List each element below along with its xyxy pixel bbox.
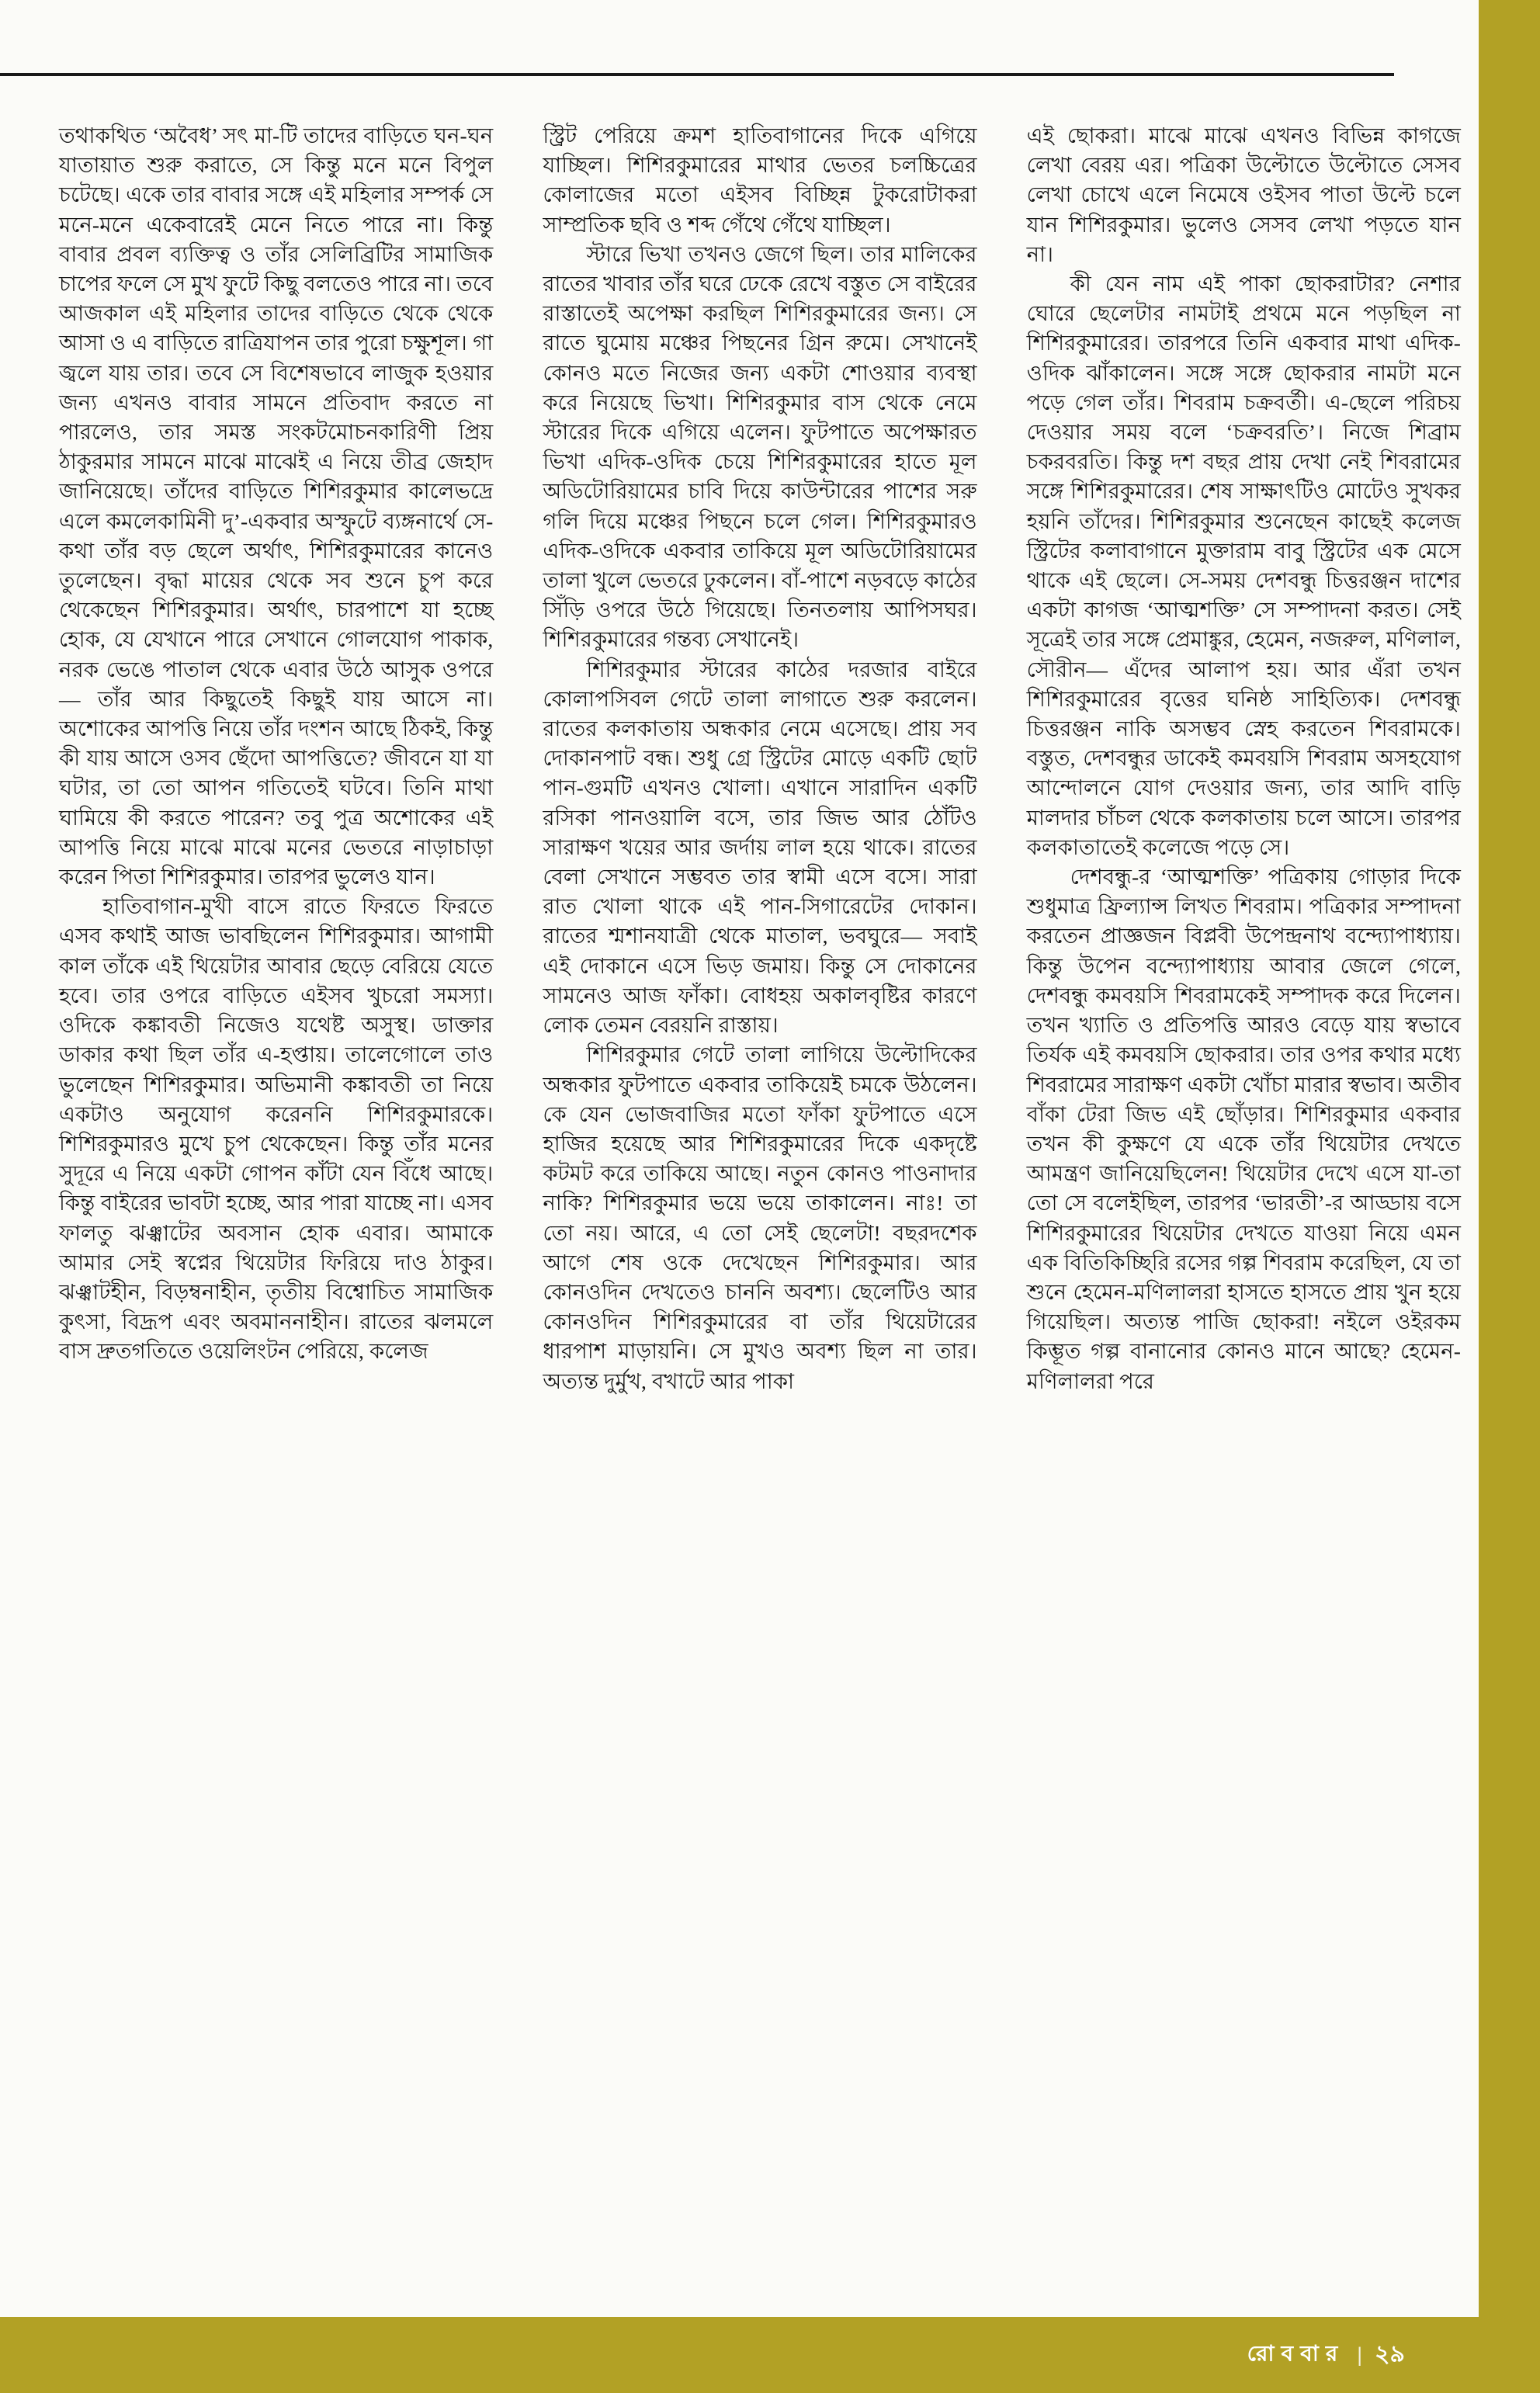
right-edge-band (1479, 0, 1540, 2393)
body-paragraph: হাতিবাগান-মুখী বাসে রাতে ফিরতে ফিরতে এসব কথাই আজ ভাবছিলেন শিশিরকুমার। আগামী কাল তাঁকে এই থিয়েটার আবার ছেড়ে বেরিয়ে যেতে হবে। তার ওপরে বাড়িতে এইসব খুচরো সমস্যা। ওদিকে কঙ্কাবতী নিজেও যথেষ্ট অসুস্থ। ডাক্তার ডাকার কথা ছিল তাঁর এ-হপ্তায়। তালেগোলে তাও ভুলেছেন শিশিরকুমার। অভিমানী কঙ্কাবতী তা নিয়ে একটাও অনুযোগ করেননি শিশিরকুমারকে। শিশিরকুমারও মুখে চুপ থেকেছেন। কিন্তু তাঁর মনের সুদূরে এ নিয়ে একটা গোপন কাঁটা যেন বিঁধে আছে। কিন্তু বাইরের ভাবটা হচ্ছে, আর পারা যাচ্ছে না। এসব ফালতু ঝঞ্ঝাটের অবসান হোক এবার। আমাকে আমার সেই স্বপ্নের থিয়েটার ফিরিয়ে দাও ঠাকুর। ঝঞ্ঝাটহীন, বিড়ম্বনাহীন, তৃতীয় বিশ্বোচিত সামাজিক কুৎসা, বিদ্রূপ এবং অবমাননাহীন। রাতের ঝলমলে বাস দ্রুতগতিতে ওয়েলিংটন পেরিয়ে, কলেজ (59, 894, 494, 1364)
page-footer (1247, 2336, 1405, 2375)
bottom-edge-band (0, 2317, 1540, 2393)
text-column-2 (543, 121, 976, 1396)
top-rule-divider (0, 73, 1394, 76)
body-paragraph: তথাকথিত ‘অবৈধ’ সৎ মা-টি তাদের বাড়িতে ঘন-ঘন যাতায়াত শুরু করাতে, সে কিন্তু মনে মনে বিপুল চটেছে। একে তার বাবার সঙ্গে এই মহিলার সম্পর্ক সে মনে-মনে একেবারেই মেনে নিতে পারে না। কিন্তু বাবার প্রবল ব্যক্তিত্ব ও তাঁর সেলিব্রিটির সামাজিক চাপের ফলে সে মুখ ফুটে কিছু বলতেও পারে না। তবে আজকাল এই মহিলার তাদের বাড়িতে থেকে থেকে আসা ও এ বাড়িতে রাত্রিযাপন তার পুরো চক্ষুশূল। গা জ্বলে যায় তার। তবে সে বিশেষভাবে লাজুক হওয়ার জন্য এখনও বাবার সামনে প্রতিবাদ করতে না পারলেও, তার সমস্ত সংকটমোচনকারিণী প্রিয় ঠাকুরমার সামনে মাঝে মাঝেই এ নিয়ে তীব্র জেহাদ জানিয়েছে। তাঁদের বাড়িতে শিশিরকুমার কালেভদ্রে এলে কমলেকামিনী দু’-একবার অস্ফুটে ব্যঙ্গনার্থে সে-কথা তাঁর বড় ছেলে অর্থাৎ, শিশিরকুমারের কানেও তুলেছেন। বৃদ্ধা মায়ের থেকে সব শুনে চুপ করে থেকেছেন শিশিরকুমার। অর্থাৎ, চারপাশে যা হচ্ছে হোক, যে যেখানে পারে সেখানে গোলযোগ পাকাক, নরক ভেঙে পাতাল থেকে এবার উঠে আসুক ওপরে— তাঁর আর কিছুতেই কিছুই যায় আসে না। অশোকের আপত্তি নিয়ে তাঁর দংশন আছে ঠিকই, কিন্তু কী যায় আসে ওসব ছেঁদো আপত্তিতে? জীবনে যা যা ঘটার, তা তো আপন গতিতেই ঘটবে। তিনি মাথা ঘামিয়ে কী করতে পারেন? তবু পুত্র অশোকের এই আপত্তি নিয়ে মাঝে মাঝে মনের ভেতরে নাড়াচাড়া করেন পিতা শিশিরকুমার। তারপর ভুলেও যান। (59, 123, 494, 890)
body-paragraph: শিশিরকুমার স্টারের কাঠের দরজার বাইরে কোলাপসিবল গেটে তালা লাগাতে শুরু করলেন। রাতের কলকাতায় অন্ধকার নেমে এসেছে। প্রায় সব দোকানপাট বন্ধ। শুধু গ্রে স্ট্রিটের মোড়ে একটি ছোট পান-গুমটি এখনও খোলা। এখানে সারাদিন একটি রসিকা পানওয়ালি বসে, তার জিভ আর ঠোঁটও সারাক্ষণ খয়ের আর জর্দায় লাল হয়ে থাকে। রাতের বেলা সেখানে সম্ভবত তার স্বামী এসে বসে। সারা রাত খোলা থাকে এই পান-সিগারেটের দোকান। রাতের শ্মশানযাত্রী থেকে মাতাল, ভবঘুরে— সবাই এই দোকানে এসে ভিড় জমায়। কিন্তু সে দোকানের সামনেও আজ ফাঁকা। বোধহয় অকালবৃষ্টির কারণে লোক তেমন বেরয়নি রাস্তায়। (543, 657, 977, 1038)
text-column-1 (59, 121, 493, 1396)
body-paragraph: দেশবন্ধু-র ‘আত্মশক্তি’ পত্রিকায় গোড়ার দিকে শুধুমাত্র ফ্রিল্যান্স লিখত শিবরাম। পত্রিকার সম্পাদনা করতেন প্রাজ্ঞজন বিপ্লবী উপেন্দ্রনাথ বন্দ্যোপাধ্যায়। কিন্তু উপেন বন্দ্যোপাধ্যায় আবার জেলে গেলে, দেশবন্ধু কমবয়সি শিবরামকেই সম্পাদক করে দিলেন। তখন খ্যাতি ও প্রতিপত্তি আরও বেড়ে যায় স্বভাবে তির্যক এই কমবয়সি ছোকরার। তার ওপর কথার মধ্যে শিবরামের সারাক্ষণ একটা খোঁচা মারার স্বভাব। অতীব বাঁকা টেরা জিভ এই ছোঁড়ার। শিশিরকুমার একবার তখন কী কুক্ষণে যে একে তাঁর থিয়েটার দেখতে আমন্ত্রণ জানিয়েছিলেন! থিয়েটার দেখে এসে যা-তা তো সে বলেইছিল, তারপর ‘ভারতী’-র আড্ডায় বসে শিশিরকুমারের থিয়েটার দেখতে যাওয়া নিয়ে এমন এক বিতিকিচ্ছিরি রসের গল্প শিবরাম করেছিল, যে তা শুনে হেমেন-মণিলালরা হাসতে হাসতে প্রায় খুন হয়ে গিয়েছিল। অত্যন্ত পাজি ছোকরা! নইলে ওইরকম কিম্ভূত গল্প বানানোর কোনও মানে আছে? হেমেন-মণিলালরা পরে (1026, 865, 1461, 1393)
footer-separator: | (1357, 2343, 1363, 2367)
article-body (59, 121, 1461, 1396)
body-paragraph: স্টারে ভিখা তখনও জেগে ছিল। তার মালিকের রাতের খাবার তাঁর ঘরে ঢেকে রেখে বস্তুত সে বাইরের রাস্তাতেই অপেক্ষা করছিল শিশিরকুমারের জন্য। সে রাতে ঘুমোয় মঞ্চের পিছনের গ্রিন রুমে। সেখানেই কোনও মতে নিজের জন্য একটা শোওয়ার ব্যবস্থা করে নিয়েছে ভিখা। শিশিরকুমার বাস থেকে নেমে স্টারের দিকে এগিয়ে এলেন। ফুটপাতে অপেক্ষারত ভিখা এদিক-ওদিক চেয়ে শিশিরকুমারের হাতে মূল অডিটোরিয়ামের চাবি দিয়ে কাউন্টারের পাশের সরু গলি দিয়ে মঞ্চের পিছনে চলে গেল। শিশিরকুমারও এদিক-ওদিকে একবার তাকিয়ে মূল অডিটোরিয়ামের তালা খুলে ভেতরে ঢুকলেন। বাঁ-পাশে নড়বড়ে কাঠের সিঁড়ি ওপরে উঠে গিয়েছে। তিনতলায় আপিসঘর। শিশিরকুমারের গন্তব্য সেখানেই। (543, 241, 977, 652)
body-paragraph: স্ট্রিট পেরিয়ে ক্রমশ হাতিবাগানের দিকে এগিয়ে যাচ্ছিল। শিশিরকুমারের মাথার ভেতর চলচ্চিত্রের কোলাজের মতো এইসব বিচ্ছিন্ন টুকরোটাকরা সাম্প্রতিক ছবি ও শব্দ গেঁথে গেঁথে যাচ্ছিল। (543, 123, 977, 237)
text-column-3 (1027, 121, 1461, 1396)
body-paragraph: শিশিরকুমার গেটে তালা লাগিয়ে উল্টোদিকের অন্ধকার ফুটপাতে একবার তাকিয়েই চমকে উঠলেন। কে যেন ভোজবাজির মতো ফাঁকা ফুটপাতে এসে হাজির হয়েছে আর শিশিরকুমারের দিকে একদৃষ্টে কটমট করে তাকিয়ে আছে। নতুন কোনও পাওনাদার নাকি? শিশিরকুমার ভয়ে ভয়ে তাকালেন। নাঃ! তা তো নয়। আরে, এ তো সেই ছেলেটা! বছরদশেক আগে শেষ ওকে দেখেছেন শিশিরকুমার। আর কোনওদিন দেখতেও চাননি অবশ্য। ছেলেটিও আর কোনওদিন শিশিরকুমারের বা তাঁর থিয়েটারের ধারপাশ মাড়ায়নি। সে মুখও অবশ্য ছিল না তার। অত্যন্ত দুর্মুখ, বখাটে আর পাকা (543, 1042, 977, 1393)
page-number: ২৯ (1375, 2341, 1405, 2367)
magazine-name: রোববার (1247, 2341, 1345, 2366)
body-paragraph: কী যেন নাম এই পাকা ছোকরাটার? নেশার ঘোরে ছেলেটার নামটাই প্রথমে মনে পড়ছিল না শিশিরকুমারের। তারপরে তিনি একবার মাথা এদিক-ওদিক ঝাঁকালেন। সঙ্গে সঙ্গে ছোকরার নামটা মনে পড়ে গেল তাঁর। শিবরাম চক্রবর্তী। এ-ছেলে পরিচয় দেওয়ার সময় বলে ‘চক্রবরতি’। নিজে শিব্রাম চকরবরতি। কিন্তু দশ বছর প্রায় দেখা নেই শিবরামের সঙ্গে শিশিরকুমারের। শেষ সাক্ষাৎটিও মোটেও সুখকর হয়নি তাঁদের। শিশিরকুমার শুনেছেন কাছেই কলেজ স্ট্রিটের কলাবাগানে মুক্তারাম বাবু স্ট্রিটের এক মেসে থাকে এই ছেলে। সে-সময় দেশবন্ধু চিত্তরঞ্জন দাশের একটা কাগজ ‘আত্মশক্তি’ সে সম্পাদনা করত। সেই সূত্রেই তার সঙ্গে প্রেমাঙ্কুর, হেমেন, নজরুল, মণিলাল, সৌরীন— এঁদের আলাপ হয়। আর এঁরা তখন শিশিরকুমারের বৃত্তের ঘনিষ্ঠ সাহিত্যিক। দেশবন্ধু চিত্তরঞ্জন নাকি অসম্ভব স্নেহ করতেন শিবরামকে। বস্তুত, দেশবন্ধুর ডাকেই কমবয়সি শিবরাম অসহযোগ আন্দোলনে যোগ দেওয়ার জন্য, তার আদি বাড়ি মালদার চাঁচল থেকে কলকাতায় চলে আসে। তারপর কলকাতাতেই কলেজে পড়ে সে। (1026, 272, 1461, 859)
body-paragraph: এই ছোকরা। মাঝে মাঝে এখনও বিভিন্ন কাগজে লেখা বেরয় এর। পত্রিকা উল্টোতে উল্টোতে সেসব লেখা চোখে এলে নিমেষে ওইসব পাতা উল্টে চলে যান শিশিরকুমার। ভুলেও সেসব লেখা পড়তে যান না। (1026, 123, 1461, 266)
